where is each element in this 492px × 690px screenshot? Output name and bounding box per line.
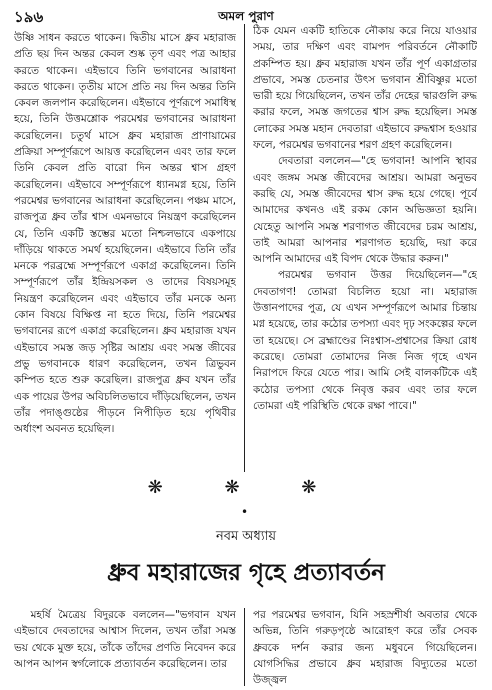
chapter-title: ধ্রুব মহারাজের গৃহে প্রত্যাবর্তন [107, 560, 385, 586]
paragraph: পর পরমেশ্বর ভগবান, যিনি সহস্রশীর্ষা অবতার থেকে অভিন্ন, তিনি গরুড়পৃষ্ঠে আরোহণ করে তাঁর সেবক ধ্রুবকে দর্শন করার জন্য মধুবনে গিয়েছিলেন। যোগসিদ্ধির প্রভাবে ধ্রুব মহারাজ বিদ্যুতের মতো উজ্জ্বল [253, 609, 477, 687]
chapter-label: নবম অধ্যায় [215, 529, 277, 544]
page-number: ১৯৬ [14, 8, 44, 26]
paragraph: দেবতারা বললেন—"হে ভগবান! আপনি স্থাবর এবং জঙ্গম সমস্ত জীবেদের আশ্রয়। আমরা অনুভব করছি যে, সমস্ত জীবেদের শ্বাস রুদ্ধ হয়ে গেছে। পূর্বে আমাদের কখনও এই রকম কোন অভিজ্ঞতা হয়নি। যেহেতু আপনি সমস্ত শরণাগত জীবেদের চরম আশ্রয়, তাই আমরা আপনার শরণাগত হয়েছি, দয়া করে আপনি আমাদের এই বিপদ থেকে উদ্ধার করুন।" [253, 155, 477, 266]
section-ornaments: ❋ ❋ ❋ [147, 477, 345, 498]
left-column-bottom [14, 607, 236, 687]
paragraph: ঠিক যেমন একটি হাতিকে নৌকায় করে নিয়ে যাওয়ার সময়, তার দক্ষিণ এবং বামপদ পরিবর্তনে নৌকাটি প্রকম্পিত হয়। ধ্রুব মহারাজ যখন তাঁর পূর্ণ একাগ্রতার প্রভাবে, সমস্ত চেতনার উৎস ভগবান শ্রীবিষ্ণুর মতো ভারী হয়ে গিয়েছিলেন, তখন তাঁর দেহের দ্বারগুলি রুদ্ধ করার ফলে, সমস্ত জগতের শ্বাস রুদ্ধ হয়েছিল। সমস্ত লোকের সমস্ত মহান দেবতারা এইভাবে রুদ্ধশ্বাস হওয়ার ফলে, পরমেশ্বর ভগবানের শরণ গ্রহণ করেছিলেন। [253, 25, 477, 152]
right-column-top [253, 23, 477, 478]
left-column-top [14, 30, 236, 475]
ornament-dot: • [241, 505, 249, 519]
column-divider-bottom [244, 608, 245, 686]
column-divider [244, 24, 245, 472]
right-column-bottom [253, 607, 477, 687]
paragraph: উষ্ণি সাধন করতে থাকেন। দ্বিতীয় মাসে ধ্রুব মহারাজ প্রতি ছয় দিন অন্তর কেবল শুষ্ক তৃণ এবং পত্র আহার করতে থাকেন। এইভাবে তিনি ভগবানের আরাধনা করতে থাকেন। তৃতীয় মাসে প্রতি নয় দিন অন্তর তিনি কেবল জলপান করেছিলেন। এইভাবে পূর্ণরূপে সমাধিস্থ হয়ে, তিনি উত্তমশ্লোক পরমেশ্বর ভগবানের আরাধনা করেছিলেন। চতুর্থ মাসে ধ্রুব মহারাজ প্রাণায়ামের প্রক্রিয়া সম্পূর্ণরূপে আয়ত্ত করেছিলেন এবং তার ফলে তিনি কেবল প্রতি বারো দিন অন্তর শ্বাস গ্রহণ করেছিলেন। এইভাবে সম্পূর্ণরূপে ধ্যানমগ্ন হয়ে, তিনি পরমেশ্বর ভগবানের আরাধনা করেছিলেন। পঞ্চম মাসে, রাজপুত্র ধ্রুব তাঁর শ্বাস এমনভাবে নিয়ন্ত্রণ করেছিলেন যে, তিনি একটি স্তম্ভের মতো নিশ্চলভাবে একপায়ে দাঁড়িয়ে থাকতে সমর্থ হয়েছিলেন। এইভাবে তিনি তাঁর মনকে পরব্রহ্মে সম্পূর্ণরূপে একাগ্র করেছিলেন। তিনি সম্পূর্ণরূপে তাঁর ইন্দ্রিয়সকল ও তাদের বিষয়সমূহ নিয়ন্ত্রণ করেছিলেন এবং এইভাবে তাঁর মনকে অন্য কোন বিষয়ে বিক্ষিপ্ত না হতে দিয়ে, তিনি পরমেশ্বর ভগবানের রূপে একাগ্র করেছিলেন। ধ্রুব মহারাজ যখন এইভাবে সমস্ত জড় সৃষ্টির আশ্রয় এবং সমস্ত জীবের প্রভু ভগবানকে ধারণ করেছিলেন, তখন ত্রিভুবন কম্পিত হতে শুরু করেছিল। রাজপুত্র ধ্রুব যখন তাঁর এক পায়ের উপর অবিচলিতভাবে দাঁড়িয়েছিলেন, তখন তাঁর পদাঙ্গুষ্ঠের পীড়নে নিপীড়িত হয়ে পৃথিবীর অর্ধাংশ অবনত হয়েছিল। [14, 32, 236, 436]
running-title: অমল পুরাণ [218, 9, 274, 23]
paragraph: মহর্ষি মৈত্রেয় বিদুরকে বললেন—"ভগবান যখন এইভাবে দেবতাদের আশ্বাস দিলেন, তখন তাঁরা সমস্ত ভয় থেকে মুক্ত হয়ে, তাঁকে তাঁদের প্রণতি নিবেদন করে আপন আপন স্বর্গলোকে প্রত্যাবর্তন করেছিলেন। তার [14, 609, 236, 670]
paragraph: পরমেশ্বর ভগবান উত্তর দিয়েছিলেন—"হে দেবতাগণ! তোমরা বিচলিত হয়ো না। মহারাজ উত্তানপাদের পুত্র, যে এখন সম্পূর্ণরূপে আমার চিন্তায় মগ্ন হয়েছে, তার কঠোর তপস্যা এবং দৃঢ় সংকল্পের ফলে তা হয়েছে। সে ব্রহ্মাণ্ডের নিঃশ্বাস-প্রশ্বাসের ক্রিয়া রোধ করেছে। তোমরা তোমাদের নিজ নিজ গৃহে এখন নিরাপদে ফিরে যেতে পার। আমি সেই বালকটিকে এই কঠোর তপস্যা থেকে নিবৃত্ত করব এবং তার ফলে তোমরা এই পরিস্থিতি থেকে রক্ষা পাবে।" [253, 269, 477, 412]
